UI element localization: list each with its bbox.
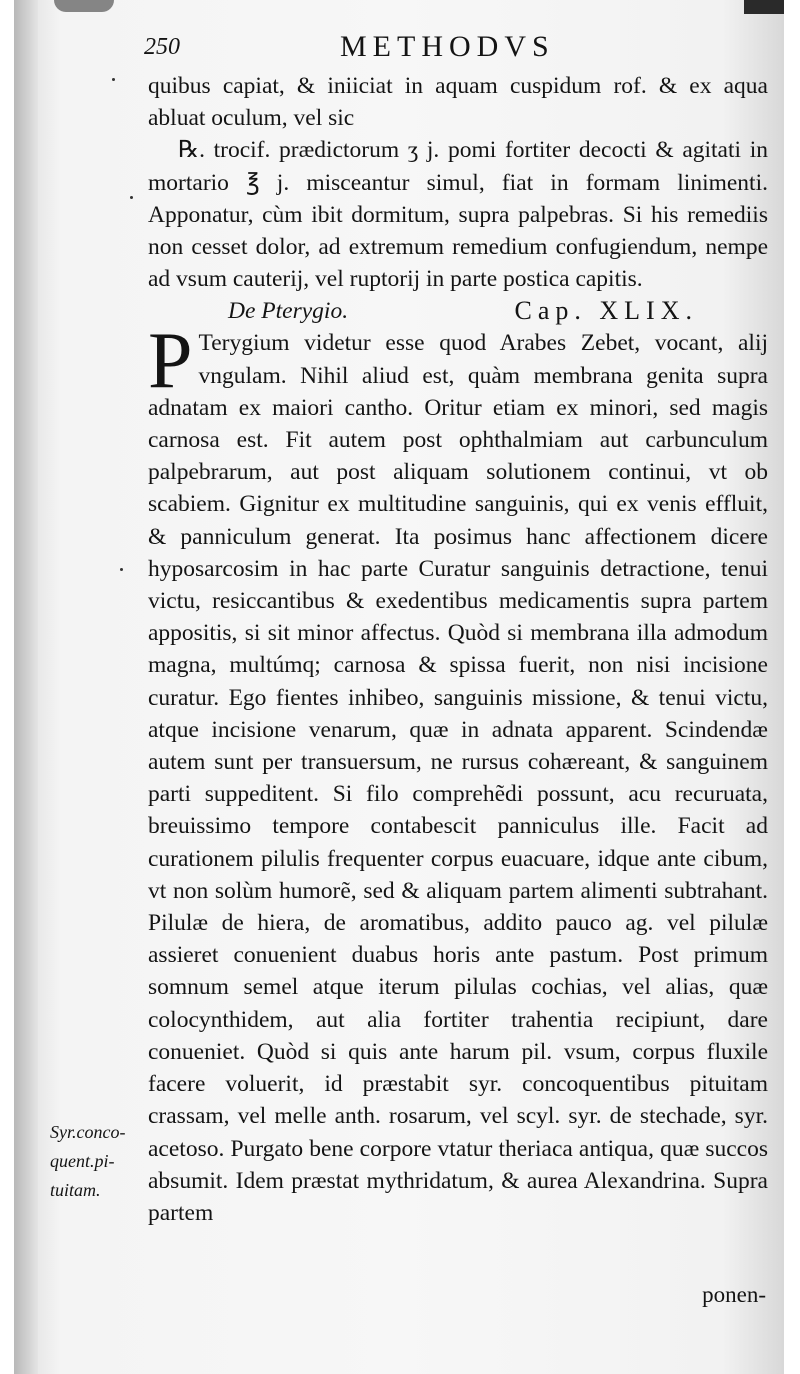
marginal-note-line: tuitam. [50,1180,101,1200]
paragraph-1: quibus capiat, & iniiciat in aquam cuspidum rof. & ex aqua abluat oculum, vel sic [148,73,768,132]
paragraph-2-recipe: ℞. trocif. prædictorum ʒ j. pomi fortiter decocti & agitati in mortario ℥ j. misceantur simul, fiat in formam linimenti. Apponatur, cùm ibit dormitum, supra palpebras. Si his remediis non cesset dolor, ad extremum remedium confugiendum, nempe ad vsum cauterij, vel ruptorij in parte postica capitis. [148,137,768,293]
marginal-note-line: Syr.conco- [50,1122,126,1142]
scan-shadow [54,0,114,12]
page-gutter-shadow [14,0,38,1374]
scan-corner [744,0,784,14]
drop-capital: P [148,317,193,406]
chapter-heading [148,295,768,327]
page-header [144,24,764,64]
running-head: METHODVS [340,30,555,63]
chapter-number: Cap. XLIX. [514,296,698,326]
marginal-note-line: quent.pi- [50,1151,115,1171]
chapter-subtitle: De Pterygio. [228,298,349,325]
paragraph-3-text: Terygium videtur esse quod Arabes Zebet, vocant, alij vngulam. Nihil aliud est, quàm membrana genita supra adnatam ex maiori cantho. Oritur etiam ex minori, sed magis carnosa est. Fit autem post ophthalmiam aut carbunculum palpebrarum, aut post aliquam solutionem continui, vt ob scabiem. Gignitur ex multitudine sanguinis, qui ex venis effluit, & panniculum generat. Ita posimus hanc affectionem dicere hyposarcosim in hac parte Curatur sanguinis detractione, tenui victu, resiccantibus & exedentibus medicamentis supra partem appositis, si sit minor affectus. Quòd si membrana illa admodum magna, multúmq; carnosa & spissa fuerit, non nisi incisione curatur. Ego fientes inhibeo, sanguinis missione, & tenui victu, atque incisione venarum, quæ in adnata apparent. Scindendæ autem sunt per transuersum, ne rursus cohæreant, & sanguinem parti suppeditent. Si filo comprehẽdi possunt, acu recuruata, breuissimo tempore contabescit panniculus ille. Facit ad curationem pilulis frequenter corpus euacuare, idque ante cibum, vt non solùm humorẽ, sed & aliquam partem alimenti subtrahant. Pilulæ de hiera, de aromatibus, addito pauco ag. vel pilulæ assieret conuenient duabus horis ante pastum. Post primum somnum semel atque iterum pilulas cochias, vel alias, quæ colocynthidem, aut alia fortiter trahentia recipiunt, dare conueniet. Quòd si quis ante harum pil. vsum, corpus fluxile facere voluerit, id præstabit syr. concoquentibus pituitam crassam, vel melle anth. rosarum, vel scyl. syr. de stechade, syr. acetoso. Purgato bene corpore vtatur theriaca antiqua, quæ succos absumit. Idem præstat mythridatum, & aurea Alexandrina. Supra partem [148,330,768,1226]
body-text [148,70,768,1229]
ink-speck [130,196,133,199]
page-number: 250 [144,34,180,60]
ink-speck [112,78,115,81]
marginal-note [50,1118,150,1205]
catchword: ponen- [702,1282,766,1307]
paragraph-3 [148,317,768,1229]
ink-speck [120,568,123,571]
